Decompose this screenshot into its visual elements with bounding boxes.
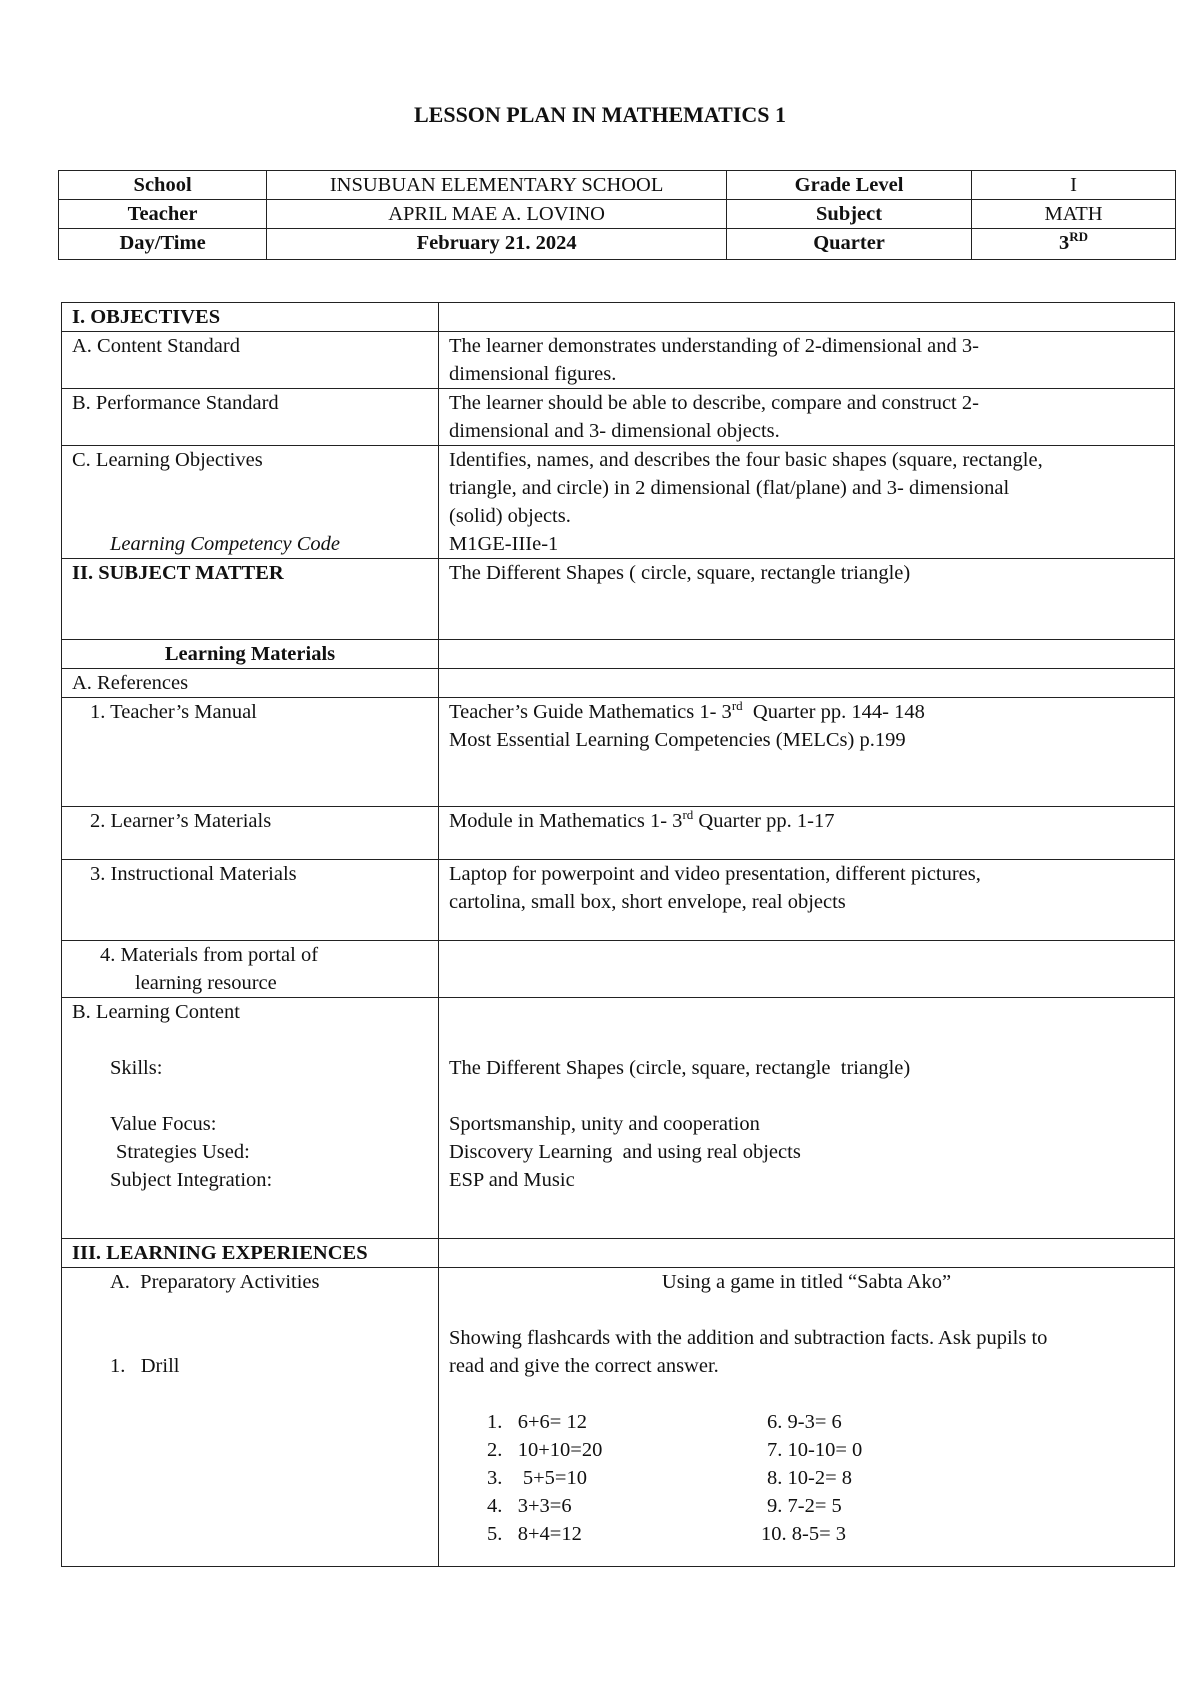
subject-matter-heading: II. SUBJECT MATTER	[62, 559, 439, 640]
subject-matter-value: The Different Shapes ( circle, square, rectangle triangle)	[439, 559, 1175, 640]
drill-item: 10. 8-5= 3	[761, 1523, 847, 1545]
drill-item: 5. 8+4=12	[487, 1523, 582, 1545]
drill-item: 4. 3+3=6	[487, 1495, 572, 1517]
learners-materials-row	[62, 807, 1175, 860]
instructional-materials-line: Laptop for powerpoint and video presentation, different pictures,	[449, 863, 981, 885]
header-table	[58, 170, 1176, 260]
performance-standard-row	[62, 389, 1175, 446]
grade-level-value: I	[972, 171, 1176, 200]
spacer	[449, 1296, 1164, 1324]
learning-content-labels	[62, 998, 439, 1239]
content-standard-value	[439, 332, 1175, 389]
spacer	[449, 1380, 1164, 1408]
header-row-school	[59, 171, 1176, 200]
learning-objectives-row	[62, 446, 1175, 559]
preparatory-activities-label: A. Preparatory Activities	[110, 1271, 320, 1293]
content-standard-line: The learner demonstrates understanding of 2-dimensional and 3-	[449, 335, 979, 357]
school-label: School	[59, 171, 267, 200]
spacer	[72, 474, 428, 502]
teachers-manual-row	[62, 698, 1175, 807]
content-standard-row	[62, 332, 1175, 389]
drill-item: 6. 9-3= 6	[767, 1411, 842, 1433]
header-row-teacher	[59, 200, 1176, 229]
instructional-materials-line: cartolina, small box, short envelope, real objects	[449, 891, 846, 913]
instructional-materials-label: 3. Instructional Materials	[62, 860, 439, 941]
strategies-label: Strategies Used:	[116, 1141, 250, 1163]
teachers-manual-value	[439, 698, 1175, 807]
empty-cell	[439, 669, 1175, 698]
learning-objectives-line: (solid) objects.	[449, 505, 571, 527]
spacer	[72, 1324, 428, 1352]
drill-left-column	[487, 1408, 767, 1548]
empty-cell	[439, 640, 1175, 669]
spacer	[72, 1082, 428, 1110]
content-standard-label: A. Content Standard	[62, 332, 439, 389]
learning-objectives-line: Identifies, names, and describes the four basic shapes (square, rectangle,	[449, 449, 1043, 471]
performance-standard-line: The learner should be able to describe, compare and construct 2-	[449, 392, 979, 414]
portal-materials-line: 4. Materials from portal of	[100, 944, 319, 966]
ordinal-suffix: rd	[731, 698, 743, 714]
quarter-value	[972, 229, 1176, 260]
learning-materials-row	[62, 640, 1175, 669]
learners-materials-text: Module in Mathematics 1- 3	[449, 810, 683, 832]
learning-experiences-heading: III. LEARNING EXPERIENCES	[62, 1239, 439, 1268]
performance-standard-line: dimensional and 3- dimensional objects.	[449, 420, 780, 442]
learners-materials-label: 2. Learner’s Materials	[62, 807, 439, 860]
teacher-value: APRIL MAE A. LOVINO	[267, 200, 727, 229]
drill-item: 8. 10-2= 8	[767, 1467, 853, 1489]
quarter-label: Quarter	[727, 229, 972, 260]
subject-label: Subject	[727, 200, 972, 229]
drill-item: 9. 7-2= 5	[767, 1495, 842, 1517]
competency-code-label: Learning Competency Code	[110, 533, 341, 555]
drill-item: 3. 5+5=10	[487, 1467, 587, 1489]
learning-objectives-label-cell	[62, 446, 439, 559]
drill-instruction: Showing flashcards with the addition and subtraction facts. Ask pupils to	[449, 1327, 1048, 1349]
learning-materials-heading: Learning Materials	[62, 640, 439, 669]
portal-materials-label	[62, 941, 439, 998]
spacer	[72, 1296, 428, 1324]
drill-label: 1. Drill	[110, 1355, 180, 1377]
empty-cell	[439, 941, 1175, 998]
quarter-suffix: RD	[1069, 229, 1089, 245]
drill-instruction: read and give the correct answer.	[449, 1355, 719, 1377]
game-title: Using a game in titled “Sabta Ako”	[661, 1271, 952, 1293]
preparatory-activities-row	[62, 1268, 1175, 1567]
lesson-plan-table	[61, 302, 1175, 1567]
skills-value: The Different Shapes (circle, square, rectangle triangle)	[449, 1057, 911, 1079]
value-focus-value: Sportsmanship, unity and cooperation	[449, 1113, 760, 1135]
learning-objectives-label: C. Learning Objectives	[72, 449, 263, 471]
drill-items	[449, 1408, 1164, 1548]
teacher-label: Teacher	[59, 200, 267, 229]
objectives-heading-row	[62, 303, 1175, 332]
daytime-value: February 21. 2024	[267, 229, 727, 260]
performance-standard-label: B. Performance Standard	[62, 389, 439, 446]
learning-experiences-heading-row	[62, 1239, 1175, 1268]
spacer	[72, 502, 428, 530]
drill-right-column	[761, 1408, 1067, 1548]
integration-label: Subject Integration:	[110, 1169, 273, 1191]
teachers-manual-text: Quarter pp. 144- 148	[742, 701, 925, 723]
learning-content-row	[62, 998, 1175, 1239]
references-row	[62, 669, 1175, 698]
performance-standard-value	[439, 389, 1175, 446]
subject-value: MATH	[972, 200, 1176, 229]
drill-content	[439, 1268, 1175, 1567]
objectives-heading: I. OBJECTIVES	[62, 303, 439, 332]
teachers-manual-line: Most Essential Learning Competencies (MELCs) p.199	[449, 729, 906, 751]
spacer	[72, 1026, 428, 1054]
learning-content-label: B. Learning Content	[72, 1001, 240, 1023]
page-title: LESSON PLAN IN MATHEMATICS 1	[413, 102, 786, 127]
ordinal-suffix: rd	[682, 807, 694, 823]
references-label: A. References	[62, 669, 439, 698]
school-value: INSUBUAN ELEMENTARY SCHOOL	[267, 171, 727, 200]
spacer	[449, 1026, 1164, 1054]
quarter-number: 3	[1059, 232, 1070, 254]
content-standard-line: dimensional figures.	[449, 363, 617, 385]
instructional-materials-value	[439, 860, 1175, 941]
empty-cell	[439, 1239, 1175, 1268]
subject-matter-row	[62, 559, 1175, 640]
spacer	[449, 1082, 1164, 1110]
learning-objectives-line: triangle, and circle) in 2 dimensional (flat/plane) and 3- dimensional	[449, 477, 1010, 499]
competency-code: M1GE-IIIe-1	[449, 533, 559, 555]
strategies-value: Discovery Learning and using real objects	[449, 1141, 801, 1163]
drill-item: 1. 6+6= 12	[487, 1411, 587, 1433]
learners-materials-text: Quarter pp. 1-17	[693, 810, 835, 832]
learning-content-values	[439, 998, 1175, 1239]
preparatory-labels	[62, 1268, 439, 1567]
integration-value: ESP and Music	[449, 1169, 575, 1191]
teachers-manual-label: 1. Teacher’s Manual	[62, 698, 439, 807]
portal-materials-line: learning resource	[135, 972, 277, 994]
teachers-manual-text: Teacher’s Guide Mathematics 1- 3	[449, 701, 732, 723]
empty-cell	[439, 303, 1175, 332]
learning-objectives-value	[439, 446, 1175, 559]
drill-item: 2. 10+10=20	[487, 1439, 603, 1461]
skills-label: Skills:	[110, 1057, 163, 1079]
learners-materials-value	[439, 807, 1175, 860]
value-focus-label: Value Focus:	[110, 1113, 217, 1135]
spacer	[449, 998, 1164, 1026]
teachers-manual-line	[449, 698, 1164, 726]
header-row-daytime	[59, 229, 1176, 260]
instructional-materials-row	[62, 860, 1175, 941]
daytime-label: Day/Time	[59, 229, 267, 260]
drill-item: 7. 10-10= 0	[767, 1439, 863, 1461]
grade-level-label: Grade Level	[727, 171, 972, 200]
portal-materials-row	[62, 941, 1175, 998]
